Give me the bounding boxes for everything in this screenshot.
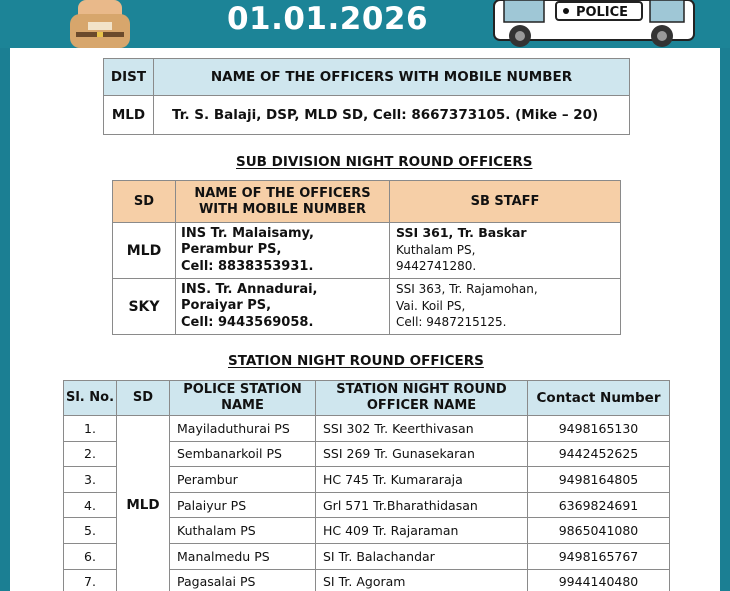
sd-header: SD <box>117 381 170 416</box>
district-officer-table <box>103 58 630 135</box>
sb-line: Cell: 9487215125. <box>396 315 507 329</box>
officer-name-header: NAME OF THE OFFICERS WITH MOBILE NUMBER <box>154 59 630 96</box>
serial-cell: 2. <box>64 441 117 467</box>
officer-name-cell: Grl 571 Tr.Bharathidasan <box>316 492 528 518</box>
contact-number-cell: 6369824691 <box>528 492 670 518</box>
document-sheet <box>10 48 720 591</box>
police-station-header: POLICE STATION NAME <box>170 381 316 416</box>
officer-line: Perambur PS, <box>181 242 282 258</box>
station-heading: STATION NIGHT ROUND OFFICERS <box>228 353 484 369</box>
table-row <box>64 416 670 442</box>
sd-cell: MLD <box>113 223 176 279</box>
sub-division-table <box>112 180 621 335</box>
serial-cell: 4. <box>64 492 117 518</box>
serial-cell: 1. <box>64 416 117 442</box>
sb-line: SSI 361, Tr. Baskar <box>396 225 527 240</box>
police-station-cell: Kuthalam PS <box>170 518 316 544</box>
police-station-cell: Palaiyur PS <box>170 492 316 518</box>
table-row <box>113 223 621 279</box>
police-jeep-illustration <box>490 0 700 48</box>
officer-name-cell: SI Tr. Balachandar <box>316 543 528 569</box>
contact-number-cell: 9498165767 <box>528 543 670 569</box>
officer-line: Poraiyar PS, <box>181 298 272 314</box>
police-station-cell: Manalmedu PS <box>170 543 316 569</box>
dist-cell: MLD <box>104 96 154 135</box>
officer-name-cell: SSI 302 Tr. Keerthivasan <box>316 416 528 442</box>
officer-header: NAME OF THE OFFICERS WITH MOBILE NUMBER <box>176 181 390 223</box>
serial-cell: 3. <box>64 467 117 493</box>
contact-number-cell: 9944140480 <box>528 569 670 591</box>
night-round-officer-header: STATION NIGHT ROUND OFFICER NAME <box>316 381 528 416</box>
station-officers-table <box>63 380 670 591</box>
sub-division-heading: SUB DIVISION NIGHT ROUND OFFICERS <box>236 154 533 170</box>
officer-name-cell: HC 745 Tr. Kumararaja <box>316 467 528 493</box>
officer-name-cell: SI Tr. Agoram <box>316 569 528 591</box>
police-station-cell: Mayiladuthurai PS <box>170 416 316 442</box>
sb-line: Vai. Koil PS, <box>396 298 466 313</box>
sd-header: SD <box>113 181 176 223</box>
officer-cell <box>176 279 390 335</box>
contact-number-cell: 9498164805 <box>528 467 670 493</box>
police-station-cell: Sembanarkoil PS <box>170 441 316 467</box>
dsp-officer-cell: Tr. S. Balaji, DSP, MLD SD, Cell: 8667373105. (Mike – 20) <box>154 96 630 135</box>
police-station-cell: Pagasalai PS <box>170 569 316 591</box>
police-officer-illustration <box>64 0 136 48</box>
serial-cell: 5. <box>64 518 117 544</box>
sb-line: SSI 363, Tr. Rajamohan, <box>396 282 538 296</box>
sb-line: Kuthalam PS, <box>396 242 476 257</box>
sd-cell: MLD <box>117 416 170 591</box>
header-banner <box>0 0 730 48</box>
table-row <box>113 279 621 335</box>
serial-cell: 7. <box>64 569 117 591</box>
dist-header: DIST <box>104 59 154 96</box>
officer-line: Cell: 8838353931. <box>181 258 314 274</box>
officer-line: INS. Tr. Annadurai, <box>181 281 318 297</box>
contact-number-cell: 9865041080 <box>528 518 670 544</box>
sb-staff-cell <box>390 279 621 335</box>
officer-cell <box>176 223 390 279</box>
contact-number-header: Contact Number <box>528 381 670 416</box>
officer-name-cell: SSI 269 Tr. Gunasekaran <box>316 441 528 467</box>
sb-staff-header: SB STAFF <box>390 181 621 223</box>
sd-cell: SKY <box>113 279 176 335</box>
police-station-cell: Perambur <box>170 467 316 493</box>
banner-date: 01.01.2026 <box>226 1 429 37</box>
officer-line: Cell: 9443569058. <box>181 314 314 330</box>
sb-line: 9442741280. <box>396 259 477 273</box>
serial-cell: 6. <box>64 543 117 569</box>
sl-no-header: Sl. No. <box>64 381 117 416</box>
officer-line: INS Tr. Malaisamy, <box>181 225 314 241</box>
officer-name-cell: HC 409 Tr. Rajaraman <box>316 518 528 544</box>
jeep-label: POLICE <box>575 5 629 20</box>
sb-staff-cell <box>390 223 621 279</box>
contact-number-cell: 9498165130 <box>528 416 670 442</box>
contact-number-cell: 9442452625 <box>528 441 670 467</box>
